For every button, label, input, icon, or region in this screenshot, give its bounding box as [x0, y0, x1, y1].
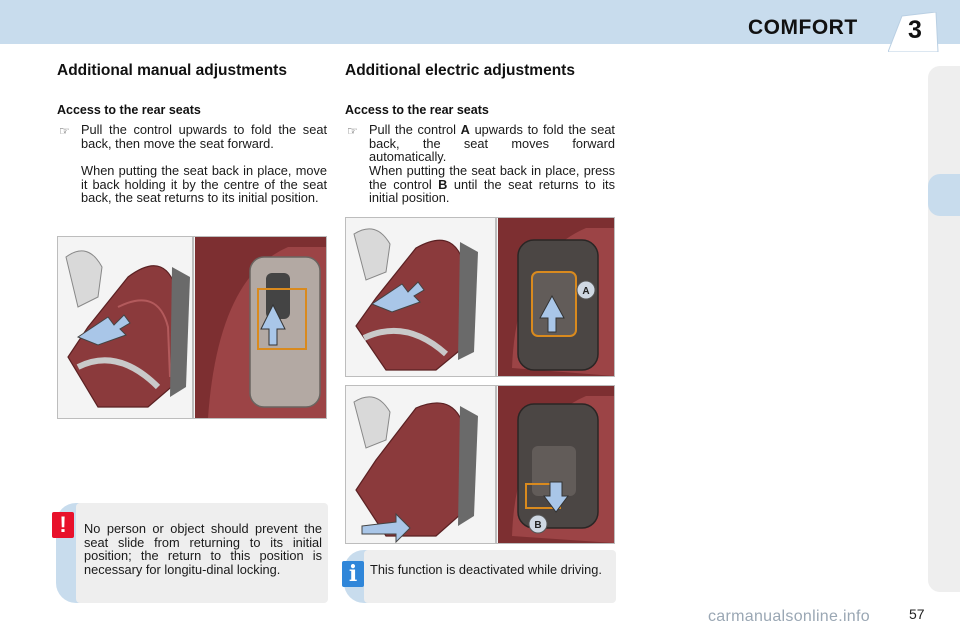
info-text: This function is deactivated while driving.: [370, 562, 602, 577]
right-subheading: Access to the rear seats: [345, 103, 489, 117]
left-heading: Additional manual adjustments: [57, 62, 287, 79]
watermark: carmanualsonline.info: [708, 608, 870, 625]
manual-adjustment-illustration: [57, 236, 327, 419]
electric-return-illustration: [345, 385, 615, 544]
right-step-1: Pull the control A upwards to fold the seat back, the seat moves forward automatically.: [369, 122, 615, 164]
label-b: B: [534, 520, 542, 531]
electric-switch-closeup-icon: [498, 386, 614, 543]
chapter-number: 3: [908, 16, 922, 44]
control-a-key: A: [460, 122, 470, 137]
left-subheading: Access to the rear seats: [57, 103, 201, 117]
bullet-arrow-icon: ☞: [347, 124, 358, 138]
warning-icon: !: [52, 512, 74, 538]
electric-fold-illustration: [345, 217, 615, 377]
side-navigation-rail[interactable]: [928, 66, 960, 592]
warning-text: No person or object should prevent the seat slide from returning to its initial position; the return to this position is necessary for longitu-dinal locking.: [84, 521, 322, 577]
manual-lever-closeup-icon: [195, 237, 326, 418]
control-b-key: B: [438, 176, 448, 192]
page-number: 57: [909, 606, 925, 622]
left-step-1: Pull the control upwards to fold the seat back, then move the seat forward.: [81, 122, 327, 151]
right-step-2: When putting the seat back in place, press the control B until the seat returns to its initial position.: [369, 163, 615, 205]
label-a: A: [582, 286, 590, 297]
electric-switch-closeup-icon: [498, 218, 614, 376]
section-title: COMFORT: [748, 16, 858, 39]
bullet-arrow-icon: ☞: [59, 124, 70, 138]
active-chapter-tab[interactable]: [928, 174, 960, 216]
right-heading: Additional electric adjustments: [345, 62, 575, 79]
left-step-2: When putting the seat back in place, move it back holding it by the centre of the seat back, the seat returns to its initial position.: [81, 163, 327, 205]
info-icon: i: [342, 561, 364, 587]
